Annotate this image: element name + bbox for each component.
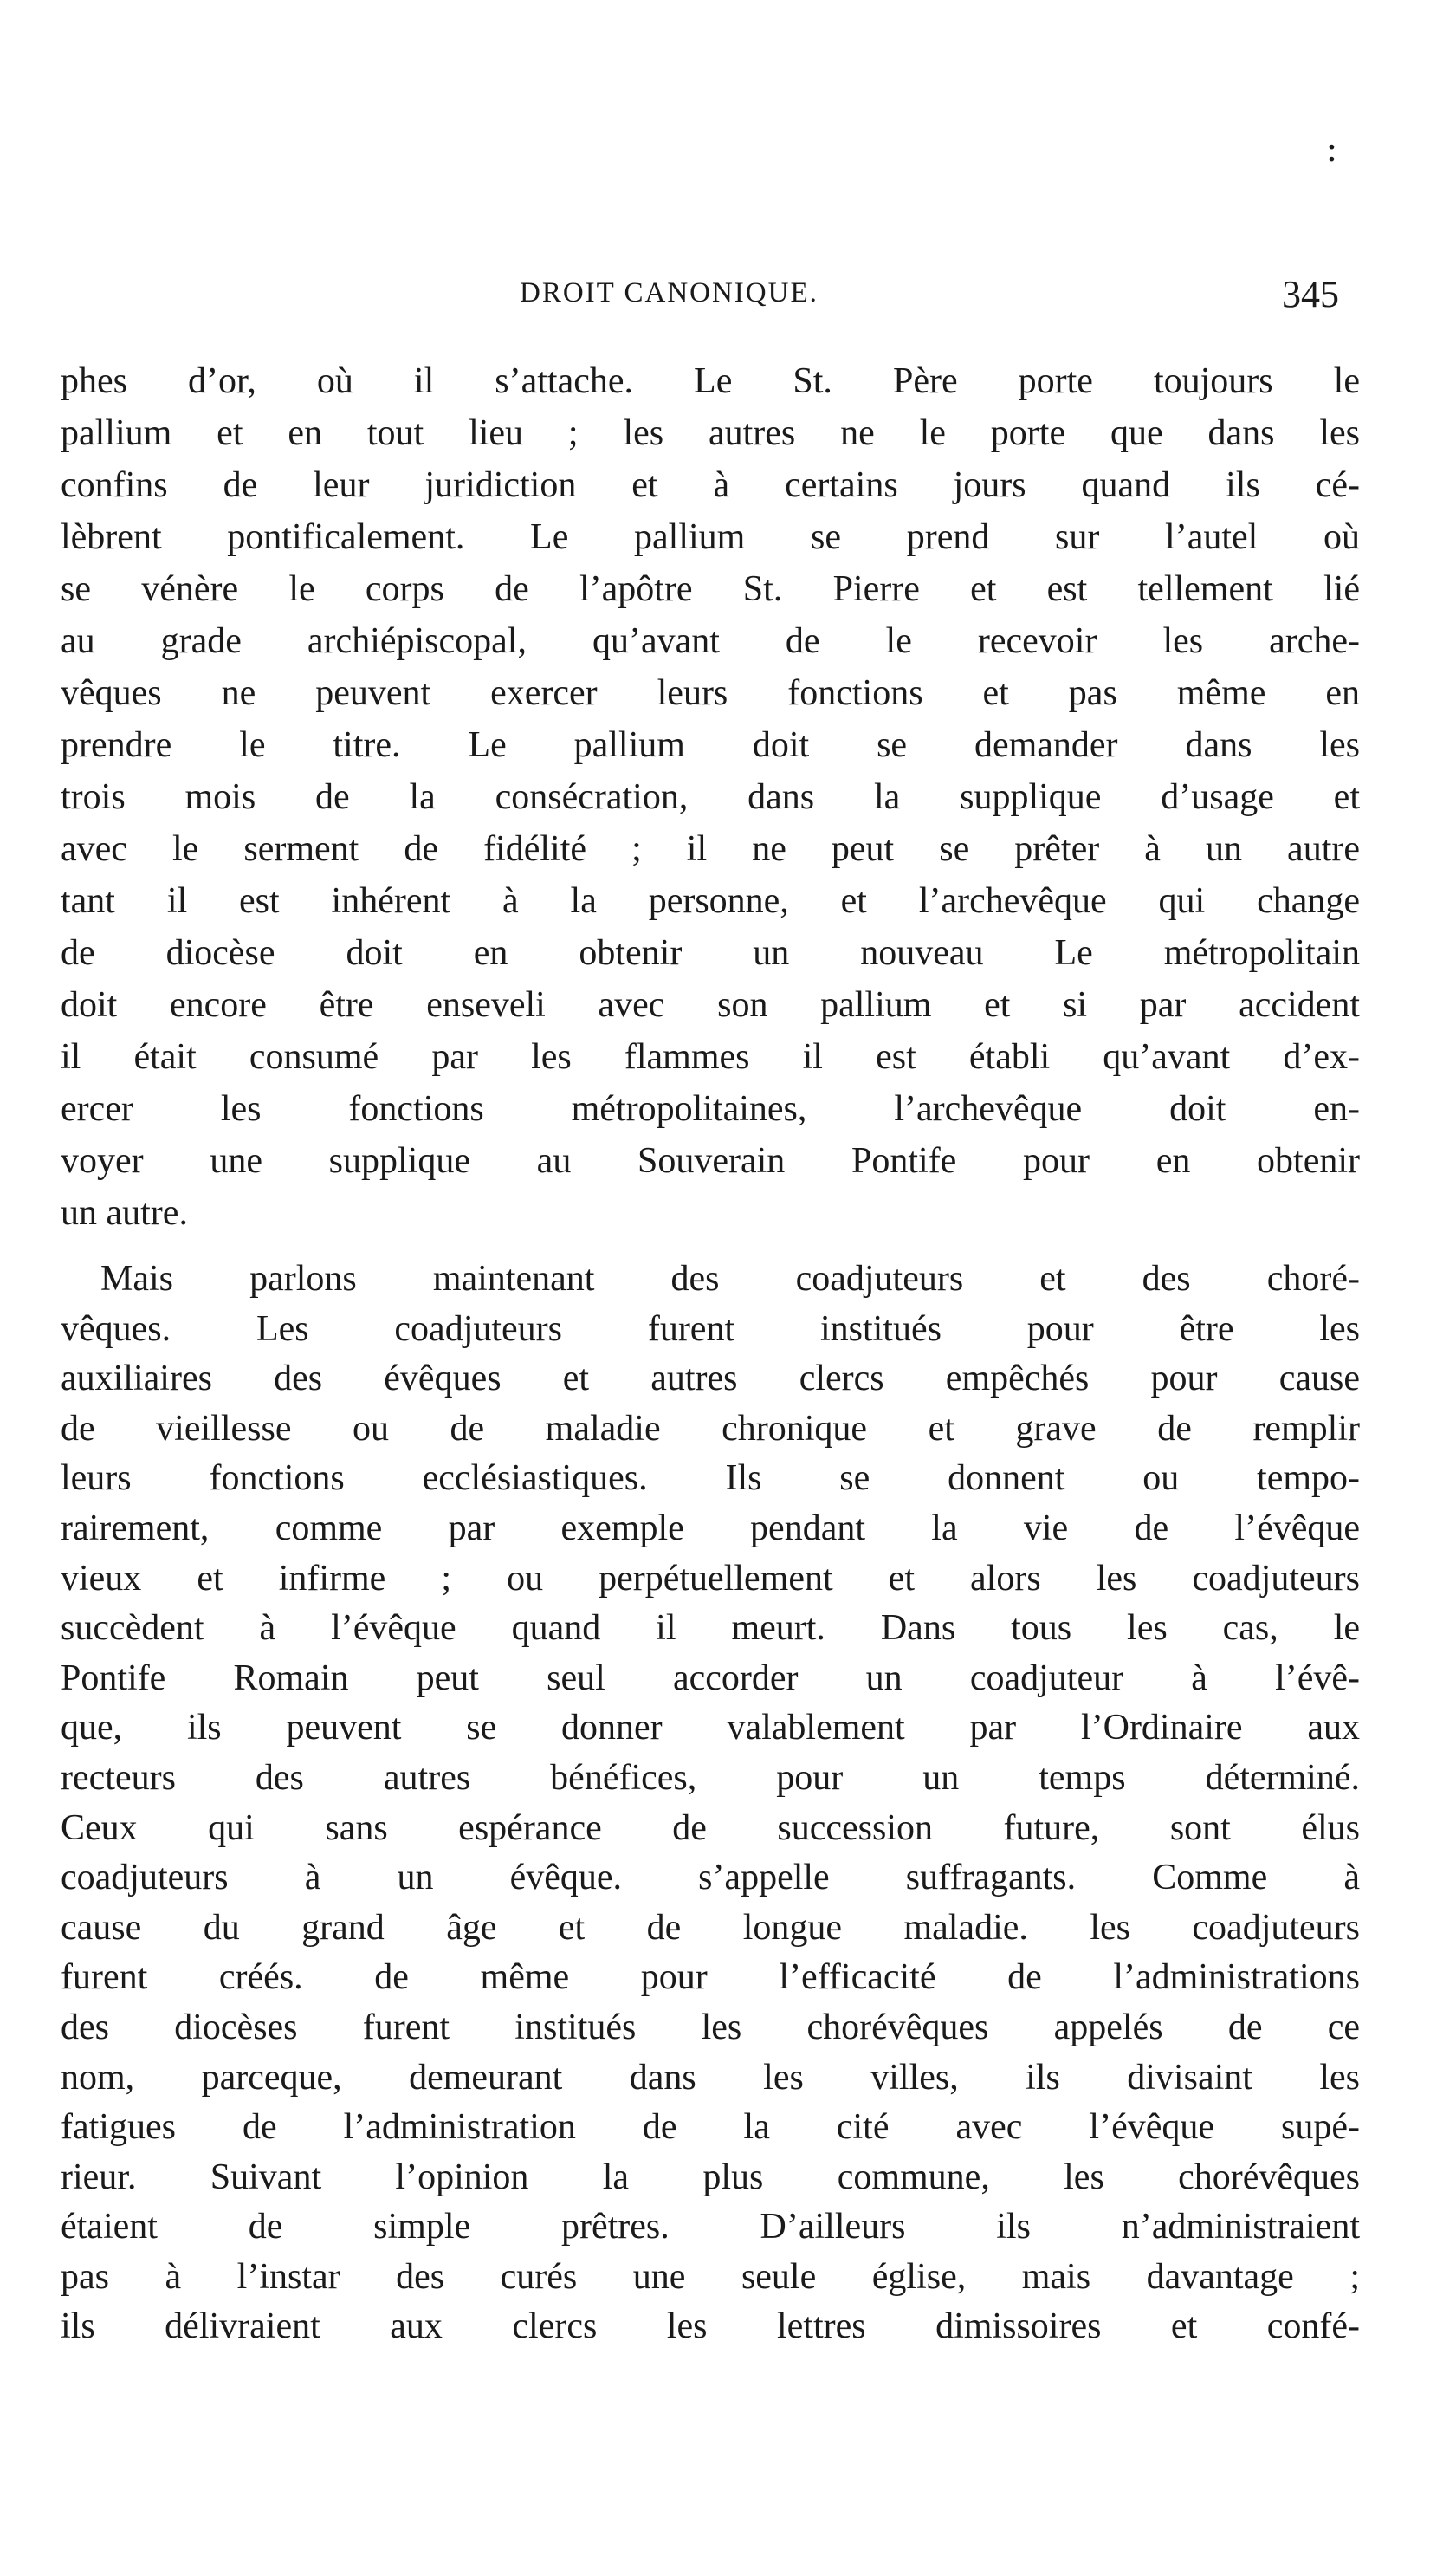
text-line: Ceux qui sans espérance de succession future, sont élus [61,1807,1360,1848]
text-line: fatigues de l’administration de la cité avec l’évêque supé- [61,2107,1360,2148]
text-line: au grade archiépiscopal, qu’avant de le recevoir les arche- [61,621,1360,661]
text-line: se vénère le corps de l’apôtre St. Pierre et est tellement lié [61,569,1360,609]
text-line: pas à l’instar des curés une seule église, mais davantage ; [61,2256,1360,2297]
margin-mark: : [1325,126,1338,171]
body-text [61,355,1360,2352]
text-line: des diocèses furent institués les chorévêques appelés de ce [61,2007,1360,2047]
text-line: recteurs des autres bénéfices, pour un temps déterminé. [61,1757,1360,1798]
text-line: étaient de simple prêtres. D’ailleurs ils n’administraient [61,2207,1360,2247]
text-line: cause du grand âge et de longue maladie. les coadjuteurs [61,1907,1360,1948]
text-line: pallium et en tout lieu ; les autres ne le porte que dans les [61,413,1360,453]
paragraph-1 [61,355,1360,1239]
text-line: vêques. Les coadjuteurs furent institués pour être les [61,1308,1360,1349]
text-line: de vieillesse ou de maladie chronique et grave de remplir [61,1408,1360,1449]
text-line: tant il est inhérent à la personne, et l’archevêque qui change [61,881,1360,921]
text-line: nom, parceque, demeurant dans les villes, ils divisaint les [61,2057,1360,2098]
text-line: rieur. Suivant l’opinion la plus commune, les chorévêques [61,2157,1360,2197]
text-line: confins de leur juridiction et à certains jours quand ils cé- [61,465,1360,505]
text-line: il était consumé par les flammes il est établi qu’avant d’ex- [61,1037,1360,1077]
text-line: trois mois de la consécration, dans la supplique d’usage et [61,777,1360,817]
text-line: rairement, comme par exemple pendant la vie de l’évêque [61,1508,1360,1548]
text-line: un autre. [61,1193,188,1233]
text-line: doit encore être enseveli avec son pallium et si par accident [61,985,1360,1025]
text-line: avec le serment de fidélité ; il ne peut se prêter à un autre [61,829,1360,869]
text-line: ercer les fonctions métropolitaines, l’archevêque doit en- [61,1089,1360,1129]
text-line: prendre le titre. Le pallium doit se demander dans les [61,725,1360,765]
text-line: Pontife Romain peut seul accorder un coadjuteur à l’évê- [61,1657,1360,1698]
text-line: ils délivraient aux clercs les lettres dimissoires et confé- [61,2306,1360,2347]
text-line: succèdent à l’évêque quand il meurt. Dans tous les cas, le [61,1608,1360,1649]
paragraph-gap [61,1239,1360,1255]
text-line: coadjuteurs à un évêque. s’appelle suffragants. Comme à [61,1858,1360,1898]
paragraph-2 [61,1255,1360,2352]
text-line: vêques ne peuvent exercer leurs fonctions et pas même en [61,673,1360,713]
text-line: voyer une supplique au Souverain Pontife pour en obtenir [61,1141,1360,1181]
running-title: DROIT CANONIQUE. [520,277,819,308]
running-head [0,273,1456,329]
text-line: auxiliaires des évêques et autres clercs empêchés pour cause [61,1359,1360,1399]
text-line: vieux et infirme ; ou perpétuellement et alors les coadjuteurs [61,1558,1360,1599]
text-line: phes d’or, où il s’attache. Le St. Père porte toujours le [61,361,1360,401]
text-line: lèbrent pontificalement. Le pallium se prend sur l’autel où [61,517,1360,557]
text-line: leurs fonctions ecclésiastiques. Ils se donnent ou tempo- [61,1458,1360,1499]
text-line: de diocèse doit en obtenir un nouveau Le métropolitain [61,933,1360,973]
text-line: furent créés. de même pour l’efficacité de l’administrations [61,1957,1360,1998]
text-line: Mais parlons maintenant des coadjuteurs et des choré- [100,1259,1360,1299]
page-number: 345 [1282,273,1339,315]
text-line: que, ils peuvent se donner valablement par l’Ordinaire aux [61,1708,1360,1748]
